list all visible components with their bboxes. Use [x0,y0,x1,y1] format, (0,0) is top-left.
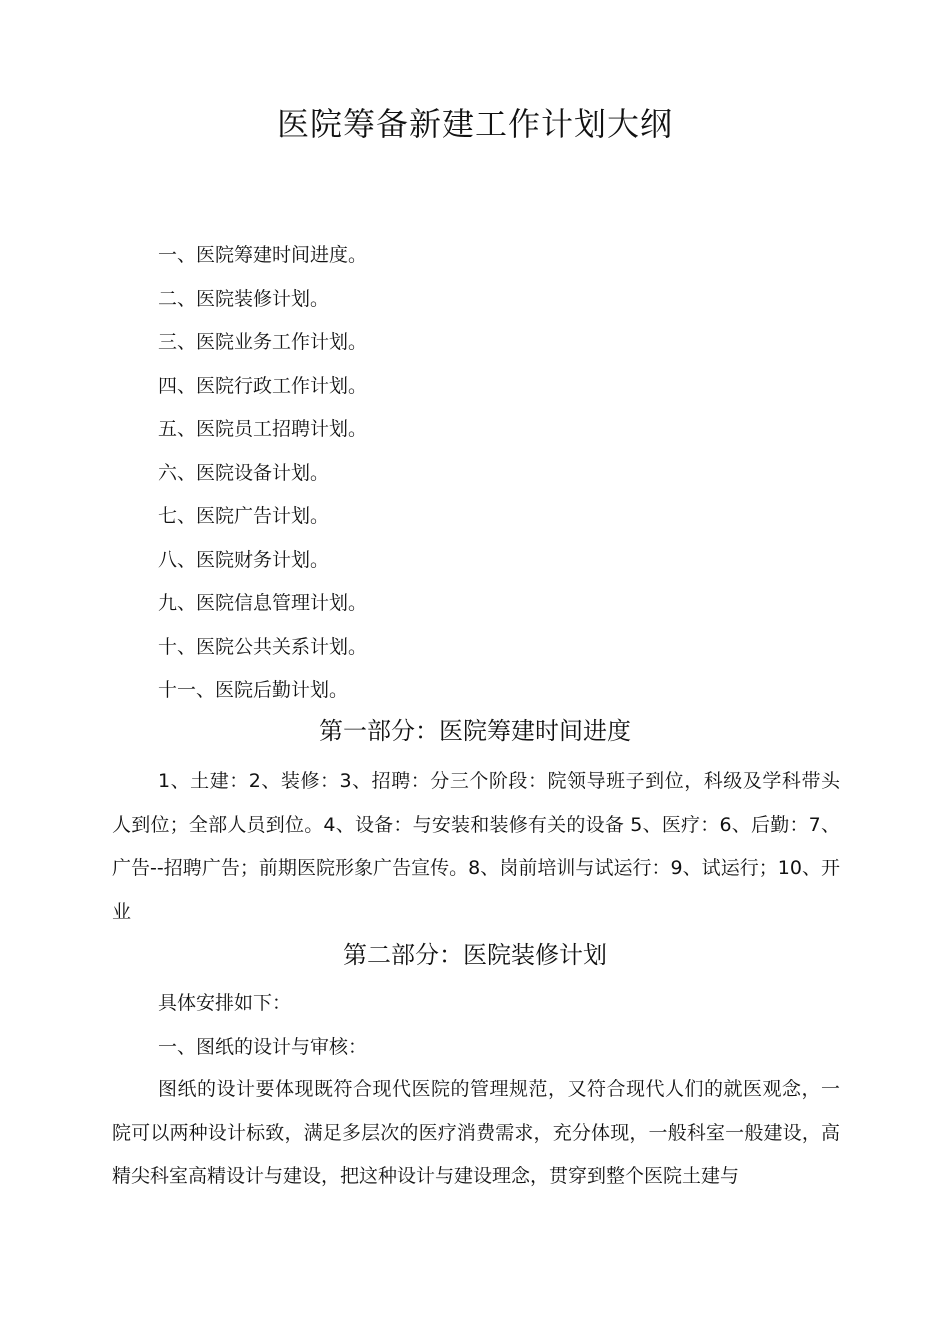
outline-item: 一、医院筹建时间进度。 [158,244,368,266]
part2-body-paragraph: 图纸的设计要体现既符合现代医院的管理规范，又符合现代人们的就医观念，一院可以两种设计标致，满足多层次的医疗消费需求，充分体现，一般科室一般建设，高精尖科室高精设计与建设，把这种设计与建设理念，贯穿到整个医院土建与 [112,1078,840,1187]
outline-item: 七、医院广告计划。 [158,505,330,527]
part2-heading: 第二部分：医院装修计划 [343,941,607,969]
document-title: 医院筹备新建工作计划大纲 [276,105,673,143]
outline-list [158,234,367,713]
outline-item: 九、医院信息管理计划。 [158,592,368,614]
part2-subheading: 一、图纸的设计与审核： [158,1036,368,1058]
outline-item: 十、医院公共关系计划。 [158,635,368,658]
outline-item: 四、医院行政工作计划。 [158,374,368,397]
outline-item: 三、医院业务工作计划。 [158,331,368,353]
outline-item: 五、医院员工招聘计划。 [158,418,368,440]
part1-heading: 第一部分：医院筹建时间进度 [319,717,631,745]
outline-item: 十一、医院后勤计划。 [158,679,349,701]
outline-item: 八、医院财务计划。 [158,548,330,571]
part2-intro-paragraph: 具体安排如下： [158,992,292,1014]
outline-item: 二、医院装修计划。 [158,287,330,310]
outline-item: 六、医院设备计划。 [158,461,330,484]
part1-body-paragraph: 1、土建：2、装修：3、招聘：分三个阶段：院领导班子到位，科级及学科带头人到位；全部人员到位。4、设备：与安装和装修有关的设备 5、医疗：6、后勤：7、广告--招聘广告；前期医院形象广告宣传。8、岗前培训与试运行：9、试运行；10、开业 [112,770,840,923]
